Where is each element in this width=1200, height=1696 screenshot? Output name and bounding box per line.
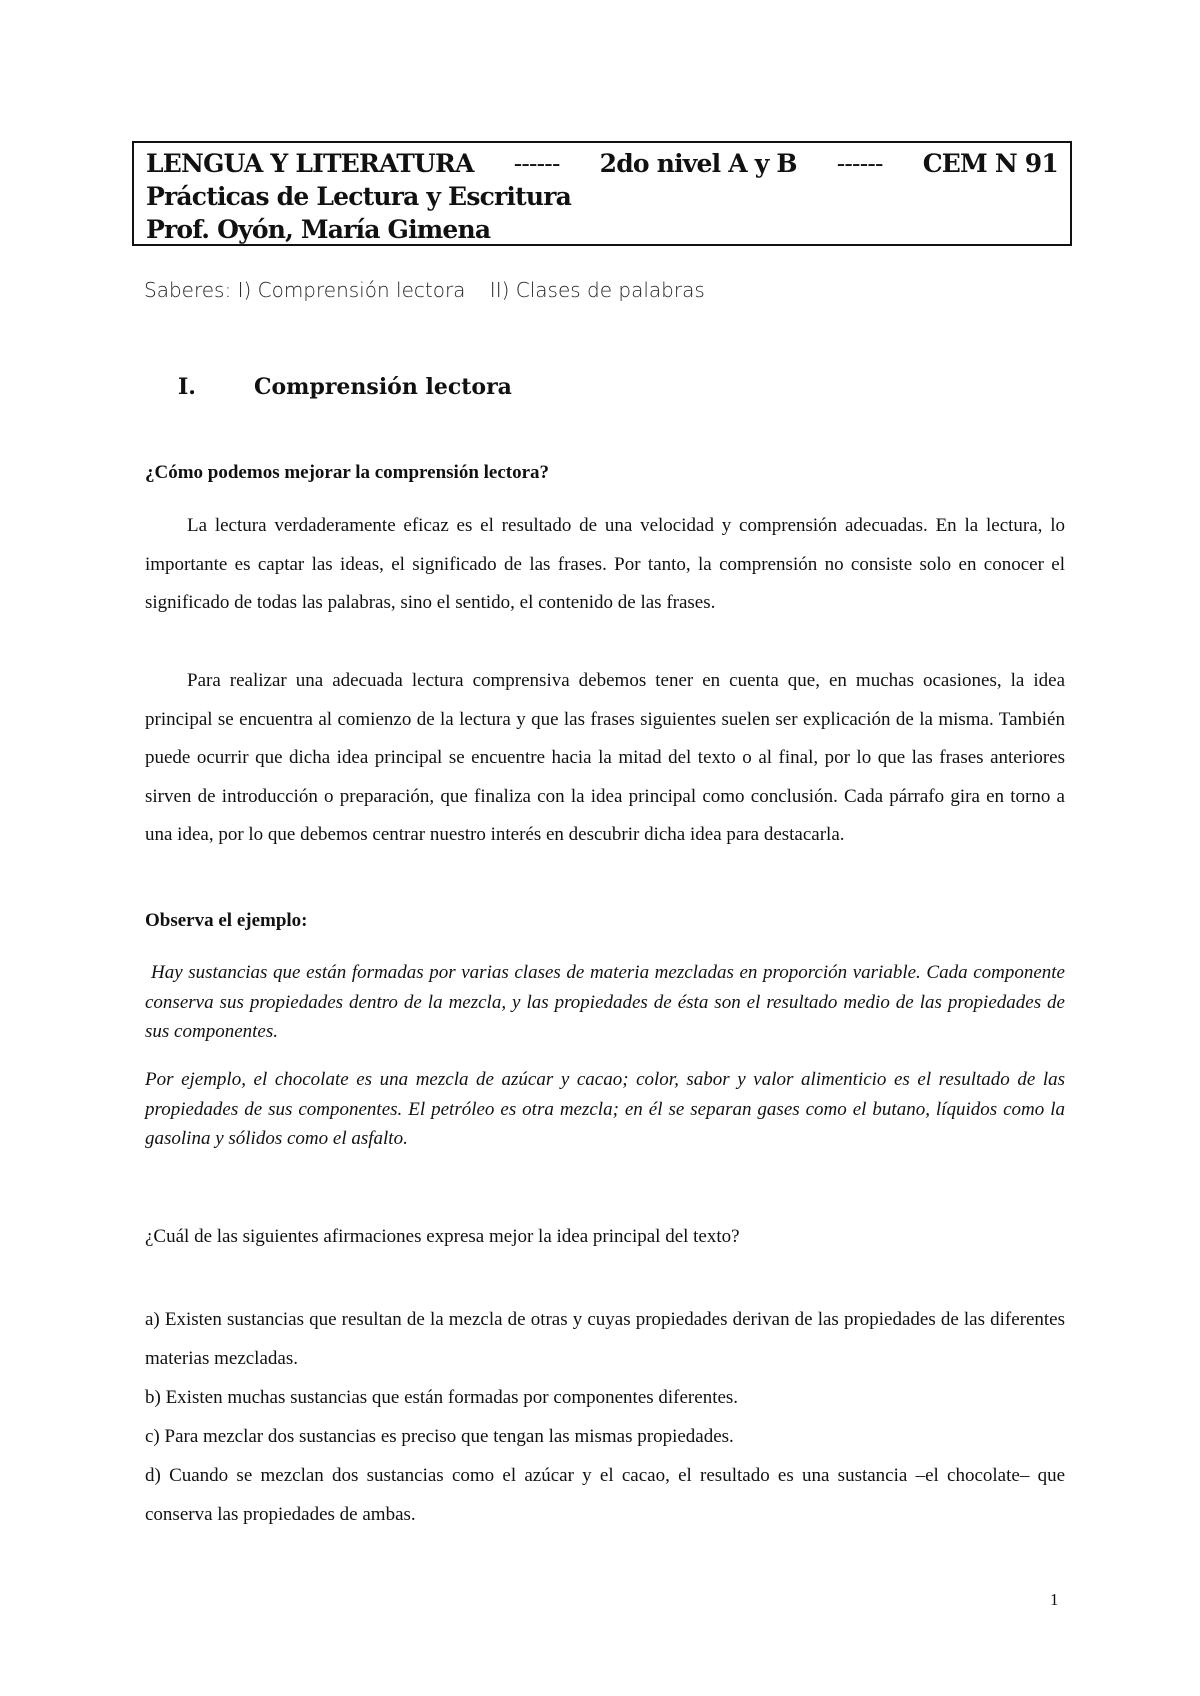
header-subject: LENGUA Y LITERATURA xyxy=(146,149,474,178)
question-heading: ¿Cómo podemos mejorar la comprensión lectora? xyxy=(145,462,550,483)
section-title: Comprensión lectora xyxy=(254,374,512,400)
option-d: d) Cuando se mezclan dos sustancias como el azúcar y el cacao, el resultado es una sustancia –el chocolate– que conserva las propiedades de ambas. xyxy=(145,1465,1065,1525)
paragraph-2: Para realizar una adecuada lectura comprensiva debemos tener en cuenta que, en muchas ocasiones, la idea principal se encuentra al comienzo de la lectura y que las frases siguientes suelen ser explicación de la misma. También puede ocurrir que dicha idea principal se encuentre hacia la mitad del texto o al final, por lo que las frases anteriores sirven de introducción o preparación, que finaliza con la idea principal como conclusión. Cada párrafo gira en torno a una idea, por lo que debemos centrar nuestro interés en descubrir dicha idea para destacarla. xyxy=(145,670,1065,845)
example-heading: Observa el ejemplo: xyxy=(145,910,308,931)
option-b: b) Existen muchas sustancias que están formadas por componentes diferentes. xyxy=(145,1387,739,1408)
section-heading xyxy=(178,374,512,400)
paragraph-1: La lectura verdaderamente eficaz es el resultado de una velocidad y comprensión adecuadas. En la lectura, lo importante es captar las ideas, el significado de las frases. Por tanto, la comprensión no consiste solo en conocer el significado de todas las palabras, sino el sentido, el contenido de las frases. xyxy=(145,515,1065,613)
saberes-label: Saberes: xyxy=(144,278,232,302)
header-school: CEM N 91 xyxy=(922,149,1058,178)
header-dashes-1: ------ xyxy=(513,149,560,178)
header-line-1 xyxy=(146,147,1058,180)
header-teacher: Prof. Oyón, María Gimena xyxy=(146,215,491,244)
question-main-idea: ¿Cuál de las siguientes afirmaciones expresa mejor la idea principal del texto? xyxy=(145,1226,740,1247)
page-number: 1 xyxy=(1050,1590,1059,1609)
saberes-item-2: II) Clases de palabras xyxy=(489,278,705,302)
option-a: a) Existen sustancias que resultan de la mezcla de otras y cuyas propiedades derivan de las propiedades de las diferentes materias mezcladas. xyxy=(145,1309,1065,1369)
example-text-2: Por ejemplo, el chocolate es una mezcla de azúcar y cacao; color, sabor y valor alimenticio es el resultado de las propiedades de sus componentes. El petróleo es otra mezcla; en él se separan gases como el butano, líquidos como la gasolina y sólidos como el asfalto. xyxy=(145,1069,1065,1149)
section-number: I. xyxy=(178,374,196,400)
saberes-line xyxy=(144,278,705,302)
saberes-item-1: I) Comprensión lectora xyxy=(237,278,466,302)
header-course: Prácticas de Lectura y Escritura xyxy=(146,182,571,211)
answer-options xyxy=(145,1300,1065,1534)
header-level: 2do nivel A y B xyxy=(599,149,797,178)
header-box xyxy=(132,141,1072,246)
header-dashes-2: ------ xyxy=(836,149,883,178)
example-text-1: Hay sustancias que están formadas por varias clases de materia mezcladas en proporción variable. Cada componente conserva sus propiedades dentro de la mezcla, y las propiedades de ésta son el resultado medio de las propiedades de sus componentes. xyxy=(145,962,1065,1042)
option-c: c) Para mezclar dos sustancias es preciso que tengan las mismas propiedades. xyxy=(145,1426,734,1447)
